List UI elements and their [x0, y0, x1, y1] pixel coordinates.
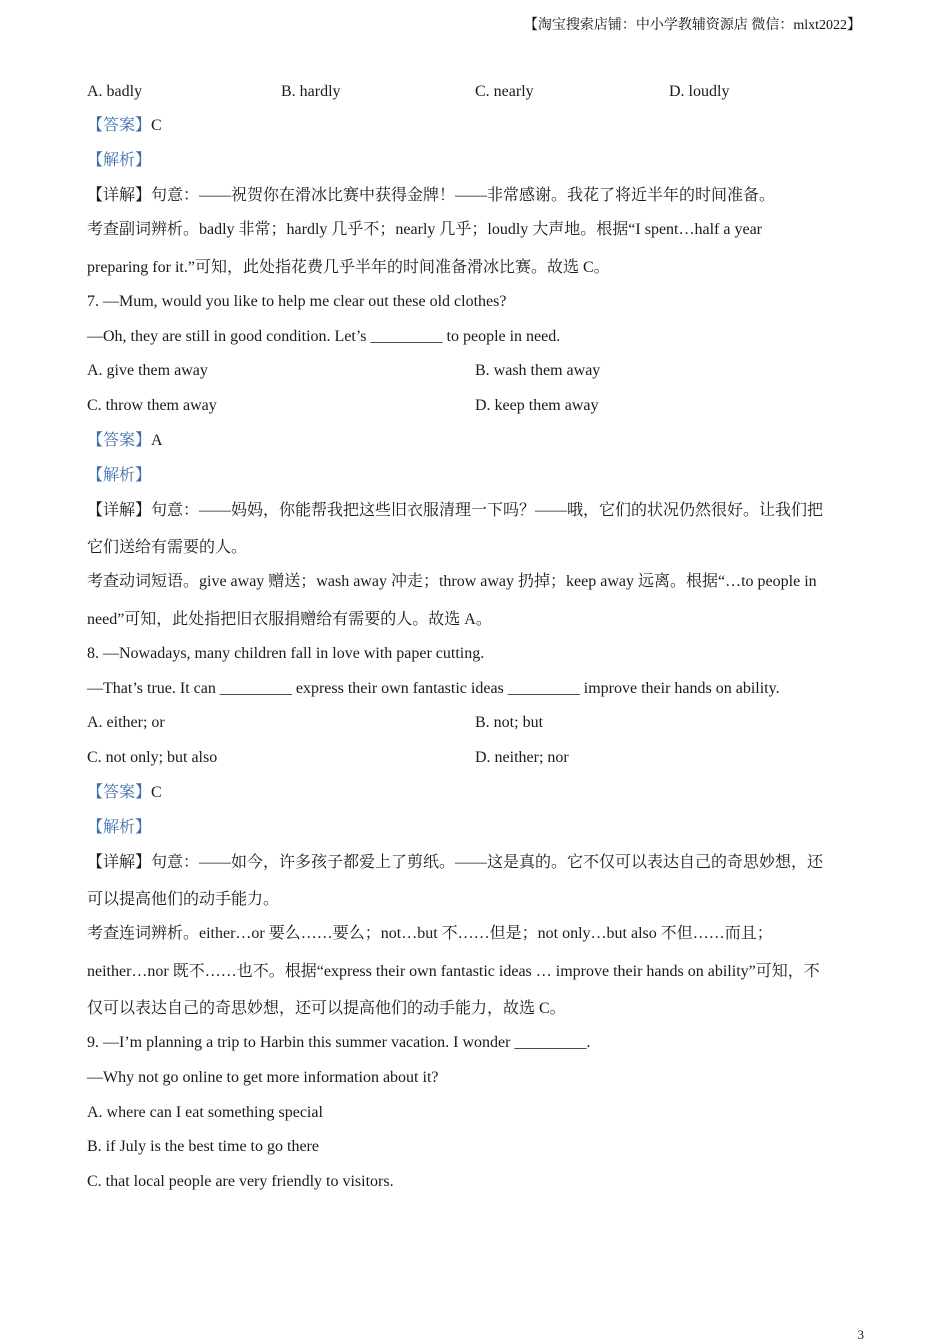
q8-explain-3: 仅可以表达自己的奇思妙想，还可以提高他们的动手能力，故选 C。	[87, 1000, 566, 1017]
q7-explain-2: need”可知，此处指把旧衣服捐赠给有需要的人。故选 A。	[87, 611, 492, 628]
q7-answer	[87, 431, 163, 451]
q6-detail: 【详解】句意：——祝贺你在滑冰比赛中获得金牌！——非常感谢。我花了将近半年的时间准备。	[87, 187, 776, 204]
q8-option-d: D. neither; nor	[475, 749, 569, 766]
q7-detail-2: 它们送给有需要的人。	[87, 539, 248, 556]
q8-analysis-label: 【解析】	[87, 819, 152, 836]
q7-option-b: B. wash them away	[475, 362, 601, 379]
answer-label: 【答案】	[87, 117, 152, 134]
q9-stem-2: —Why not go online to get more information about it?	[87, 1069, 439, 1086]
page-header: 【淘宝搜索店铺：中小学教辅资源店 微信：mlxt2022】	[523, 18, 861, 33]
q9-option-a: A. where can I eat something special	[87, 1104, 323, 1121]
q8-stem-1: 8. —Nowadays, many children fall in love with paper cutting.	[87, 645, 485, 662]
q7-option-d: D. keep them away	[475, 397, 599, 414]
answer-label: 【答案】	[87, 784, 152, 801]
q6-answer	[87, 116, 162, 136]
q7-detail-1: 【详解】句意：——妈妈，你能帮我把这些旧衣服清理一下吗？——哦，它们的状况仍然很好。让我们把	[87, 502, 824, 519]
q6-explain-1: 考查副词辨析。badly 非常；hardly 几乎不；nearly 几乎；loudly 大声地。根据“I spent…half a year	[87, 221, 763, 238]
q8-option-c: C. not only; but also	[87, 749, 218, 766]
q8-option-b: B. not; but	[475, 714, 544, 731]
answer-label: 【答案】	[87, 432, 152, 449]
page-number: 3	[857, 1327, 864, 1342]
q9-stem-1: 9. —I’m planning a trip to Harbin this summer vacation. I wonder _________.	[87, 1034, 591, 1051]
q8-stem-2: —That’s true. It can _________ express their own fantastic ideas _________ improve their hands on ability.	[87, 680, 780, 697]
q8-explain-2: neither…nor 既不……也不。根据“express their own fantastic ideas … improve their hands on ability”可知，不	[87, 963, 820, 980]
q9-option-b: B. if July is the best time to go there	[87, 1138, 319, 1155]
q8-option-a: A. either; or	[87, 714, 165, 731]
q7-stem-1: 7. —Mum, would you like to help me clear out these old clothes?	[87, 293, 507, 310]
q8-answer-value: C	[151, 784, 162, 801]
q8-detail-1: 【详解】句意：——如今，许多孩子都爱上了剪纸。——这是真的。它不仅可以表达自己的奇思妙想，还	[87, 854, 824, 871]
q7-stem-2: —Oh, they are still in good condition. Let’s _________ to people in need.	[87, 328, 561, 345]
q6-answer-value: C	[151, 117, 162, 134]
q6-option-c: C. nearly	[475, 83, 534, 100]
q7-analysis-label: 【解析】	[87, 467, 152, 484]
q7-option-c: C. throw them away	[87, 397, 217, 414]
q7-explain-1: 考查动词短语。give away 赠送；wash away 冲走；throw away 扔掉；keep away 远离。根据“…to people in	[87, 573, 817, 590]
q6-explain-2: preparing for it.”可知，此处指花费几乎半年的时间准备滑冰比赛。故选 C。	[87, 259, 610, 276]
q7-option-a: A. give them away	[87, 362, 208, 379]
q6-option-d: D. loudly	[669, 83, 730, 100]
q7-answer-value: A	[151, 432, 163, 449]
q8-detail-2: 可以提高他们的动手能力。	[87, 891, 280, 908]
q8-answer	[87, 783, 162, 803]
q6-option-b: B. hardly	[281, 83, 341, 100]
q9-option-c: C. that local people are very friendly to visitors.	[87, 1173, 394, 1190]
q8-explain-1: 考查连词辨析。either…or 要么……要么；not…but 不……但是；not only…but also 不但……而且；	[87, 925, 773, 942]
q6-analysis-label: 【解析】	[87, 152, 152, 169]
q6-option-a: A. badly	[87, 83, 143, 100]
